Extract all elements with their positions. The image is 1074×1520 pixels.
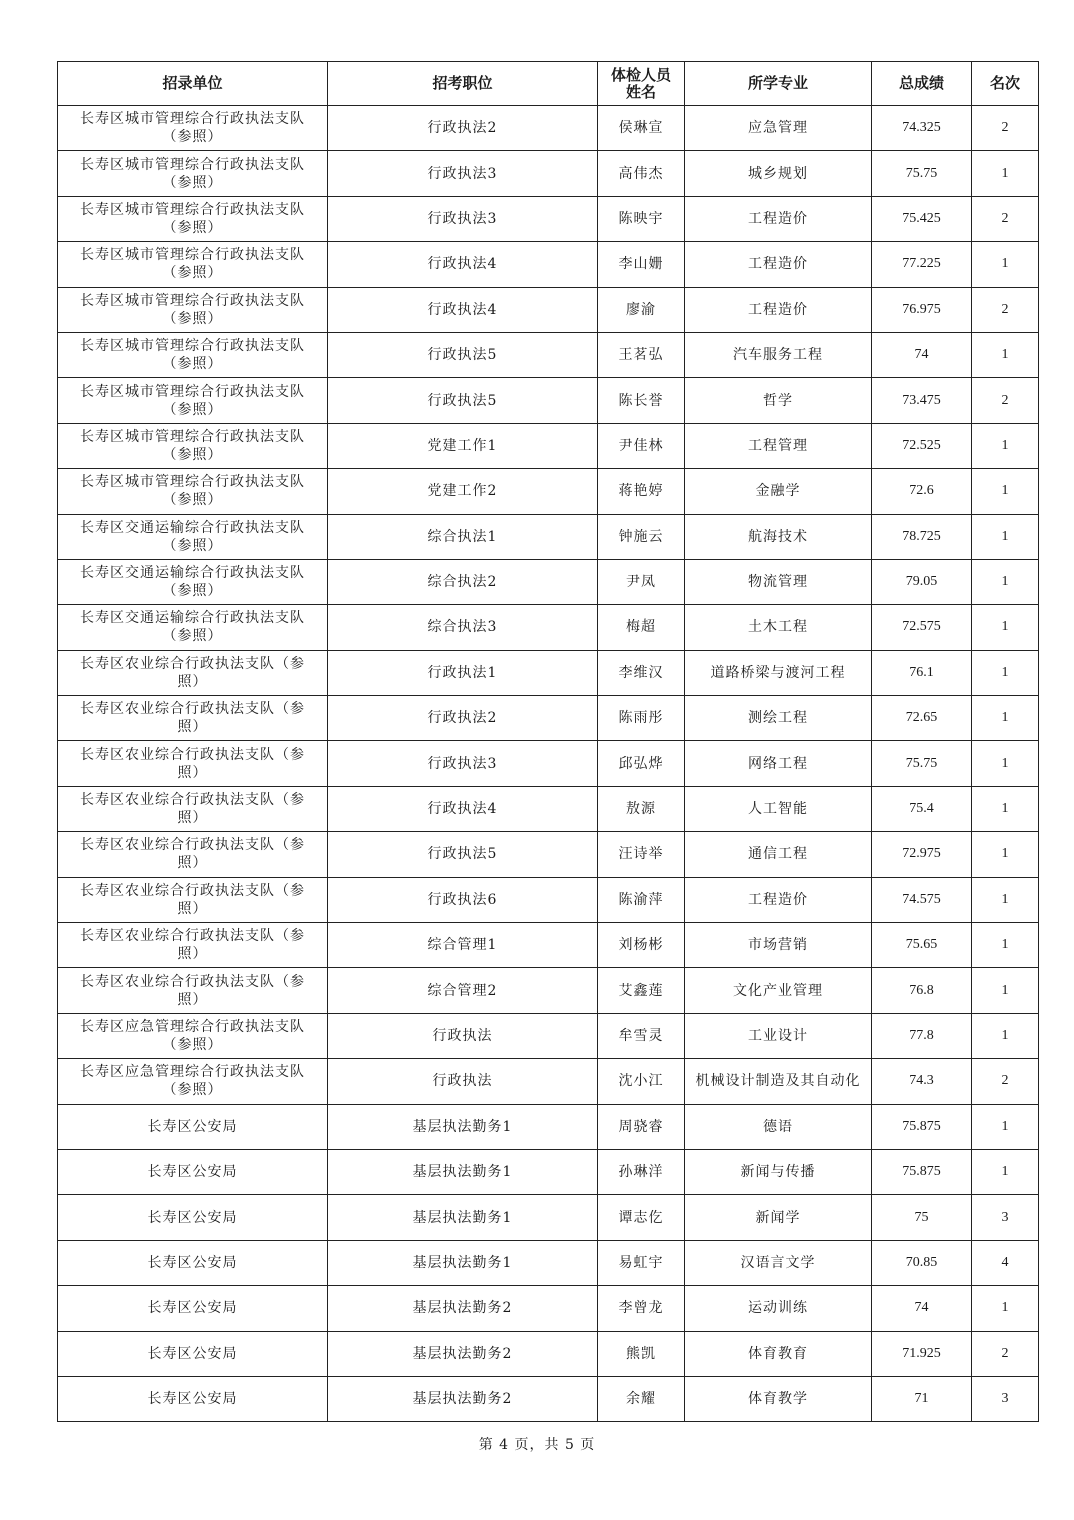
cell-unit <box>58 378 328 423</box>
cell-major: 网络工程 <box>685 741 872 786</box>
cell-unit-line2: （参照） <box>162 628 223 645</box>
cell-score: 75.425 <box>872 196 972 241</box>
cell-unit-line1: 长寿区城市管理综合行政执法支队 <box>80 383 305 400</box>
table-row <box>58 423 1039 468</box>
cell-name: 侯琳宣 <box>598 106 685 151</box>
physical-exam-roster-table <box>57 61 1039 1422</box>
table-row <box>58 378 1039 423</box>
cell-unit <box>58 287 328 332</box>
cell-position: 行政执法4 <box>328 287 598 332</box>
cell-position: 综合执法1 <box>328 514 598 559</box>
cell-rank: 3 <box>972 1376 1039 1421</box>
cell-major: 体育教育 <box>685 1331 872 1376</box>
table-row <box>58 877 1039 922</box>
cell-name: 牟雪灵 <box>598 1013 685 1058</box>
cell-position: 党建工作1 <box>328 423 598 468</box>
cell-position: 行政执法2 <box>328 696 598 741</box>
cell-unit-line1: 长寿区应急管理综合行政执法支队 <box>80 1019 305 1035</box>
cell-unit-line2: （参照） <box>162 265 223 282</box>
header-position: 招考职位 <box>328 62 598 106</box>
cell-position: 综合执法3 <box>328 605 598 650</box>
cell-unit-line1: 长寿区农业综合行政执法支队（参 <box>80 973 305 990</box>
cell-rank: 1 <box>972 605 1039 650</box>
table-row <box>58 151 1039 196</box>
cell-unit-line1: 长寿区交通运输综合行政执法支队 <box>80 565 305 582</box>
table-row <box>58 1331 1039 1376</box>
cell-rank: 2 <box>972 1059 1039 1104</box>
cell-unit <box>58 332 328 377</box>
cell-score: 75.65 <box>872 923 972 968</box>
page-footer: 第 4 页，共 5 页 <box>478 1437 596 1453</box>
cell-rank: 1 <box>972 514 1039 559</box>
cell-rank: 1 <box>972 242 1039 287</box>
cell-unit <box>58 559 328 604</box>
cell-score: 77.225 <box>872 242 972 287</box>
cell-name: 李山姗 <box>598 242 685 287</box>
table-row <box>58 106 1039 151</box>
cell-unit-line2: （参照） <box>162 1082 223 1099</box>
cell-unit <box>58 1149 328 1194</box>
cell-score: 75.875 <box>872 1149 972 1194</box>
cell-score: 74.575 <box>872 877 972 922</box>
cell-unit <box>58 968 328 1013</box>
cell-name: 陈雨彤 <box>598 696 685 741</box>
table-row <box>58 1104 1039 1149</box>
cell-unit-line1: 长寿区应急管理综合行政执法支队 <box>80 1064 305 1081</box>
cell-score: 74 <box>872 1286 972 1331</box>
cell-major: 工程造价 <box>685 196 872 241</box>
cell-unit-line1: 长寿区农业综合行政执法支队（参 <box>80 655 305 672</box>
cell-unit-line1: 长寿区农业综合行政执法支队（参 <box>80 792 305 809</box>
cell-unit <box>58 106 328 151</box>
cell-position: 基层执法勤务1 <box>328 1149 598 1194</box>
cell-major: 金融学 <box>685 469 872 514</box>
cell-unit <box>58 1376 328 1421</box>
header-rank: 名次 <box>972 62 1039 106</box>
cell-name: 尹佳林 <box>598 423 685 468</box>
table-row <box>58 1376 1039 1421</box>
cell-unit-line1: 长寿区城市管理综合行政执法支队 <box>80 474 305 491</box>
cell-unit <box>58 242 328 287</box>
cell-unit-line2: （参照） <box>162 356 223 373</box>
cell-rank: 2 <box>972 106 1039 151</box>
cell-position: 综合管理2 <box>328 968 598 1013</box>
cell-position: 基层执法勤务1 <box>328 1240 598 1285</box>
cell-unit <box>58 469 328 514</box>
cell-position: 行政执法3 <box>328 196 598 241</box>
cell-unit <box>58 1104 328 1149</box>
cell-rank: 1 <box>972 968 1039 1013</box>
cell-score: 73.475 <box>872 378 972 423</box>
cell-major: 工程造价 <box>685 287 872 332</box>
cell-unit-line1: 长寿区城市管理综合行政执法支队 <box>80 338 305 355</box>
cell-score: 75.4 <box>872 786 972 831</box>
cell-score: 72.975 <box>872 832 972 877</box>
cell-unit-line1: 长寿区公安局 <box>147 1209 238 1226</box>
cell-rank: 3 <box>972 1195 1039 1240</box>
cell-unit-line2: （参照） <box>162 583 223 600</box>
cell-unit-line1: 长寿区交通运输综合行政执法支队 <box>80 610 305 627</box>
table-row <box>58 650 1039 695</box>
cell-unit <box>58 196 328 241</box>
cell-name: 艾鑫莲 <box>598 968 685 1013</box>
cell-unit-line1: 长寿区公安局 <box>147 1164 238 1181</box>
cell-unit-line1: 长寿区公安局 <box>147 1300 238 1317</box>
header-name <box>598 62 685 106</box>
cell-name: 廖渝 <box>598 287 685 332</box>
cell-position: 行政执法5 <box>328 832 598 877</box>
cell-unit-line2: 照） <box>177 673 208 690</box>
cell-score: 74 <box>872 332 972 377</box>
cell-rank: 2 <box>972 1331 1039 1376</box>
cell-rank: 2 <box>972 287 1039 332</box>
cell-unit-line2: （参照） <box>162 219 223 236</box>
cell-major: 物流管理 <box>685 559 872 604</box>
cell-unit-line1: 长寿区农业综合行政执法支队（参 <box>80 701 305 718</box>
cell-major: 市场营销 <box>685 923 872 968</box>
cell-position: 综合执法2 <box>328 559 598 604</box>
cell-position: 行政执法 <box>328 1013 598 1058</box>
cell-unit <box>58 877 328 922</box>
cell-unit-line1: 长寿区公安局 <box>147 1118 238 1135</box>
cell-name: 李维汉 <box>598 650 685 695</box>
cell-unit-line2: 照） <box>177 946 208 963</box>
table-body <box>58 106 1039 1422</box>
cell-unit <box>58 923 328 968</box>
cell-unit <box>58 514 328 559</box>
cell-score: 75 <box>872 1195 972 1240</box>
cell-unit-line2: （参照） <box>162 446 223 463</box>
cell-name: 敖源 <box>598 786 685 831</box>
cell-unit <box>58 151 328 196</box>
header-name-line2: 姓名 <box>625 82 656 101</box>
cell-position: 行政执法3 <box>328 741 598 786</box>
cell-unit <box>58 423 328 468</box>
table-header <box>58 62 1039 106</box>
table-row <box>58 242 1039 287</box>
cell-unit <box>58 650 328 695</box>
cell-unit-line2: （参照） <box>162 174 223 191</box>
cell-rank: 1 <box>972 741 1039 786</box>
cell-name: 汪诗举 <box>598 832 685 877</box>
cell-score: 74.3 <box>872 1059 972 1104</box>
cell-name: 钟施云 <box>598 514 685 559</box>
cell-major: 航海技术 <box>685 514 872 559</box>
table-row <box>58 514 1039 559</box>
cell-score: 77.8 <box>872 1013 972 1058</box>
cell-rank: 1 <box>972 1104 1039 1149</box>
table-row <box>58 1195 1039 1240</box>
cell-major: 体育教学 <box>685 1376 872 1421</box>
cell-major: 德语 <box>685 1104 872 1149</box>
cell-name: 沈小江 <box>598 1059 685 1104</box>
cell-rank: 1 <box>972 469 1039 514</box>
cell-major: 汽车服务工程 <box>685 332 872 377</box>
cell-major: 文化产业管理 <box>685 968 872 1013</box>
cell-rank: 1 <box>972 1149 1039 1194</box>
cell-unit-line1: 长寿区农业综合行政执法支队（参 <box>80 837 305 854</box>
table-row <box>58 605 1039 650</box>
table-row <box>58 1286 1039 1331</box>
cell-name: 梅超 <box>598 605 685 650</box>
cell-unit <box>58 605 328 650</box>
cell-unit-line1: 长寿区城市管理综合行政执法支队 <box>80 428 305 445</box>
cell-name: 蒋艳婷 <box>598 469 685 514</box>
cell-position: 基层执法勤务1 <box>328 1195 598 1240</box>
cell-rank: 1 <box>972 786 1039 831</box>
cell-rank: 1 <box>972 923 1039 968</box>
cell-unit-line2: 照） <box>177 719 208 736</box>
cell-rank: 1 <box>972 832 1039 877</box>
cell-position: 行政执法4 <box>328 786 598 831</box>
cell-rank: 1 <box>972 877 1039 922</box>
cell-position: 基层执法勤务2 <box>328 1286 598 1331</box>
cell-position: 行政执法 <box>328 1059 598 1104</box>
cell-score: 79.05 <box>872 559 972 604</box>
cell-unit-line2: （参照） <box>162 537 223 554</box>
table-row <box>58 696 1039 741</box>
cell-position: 基层执法勤务1 <box>328 1104 598 1149</box>
cell-name: 高伟杰 <box>598 151 685 196</box>
cell-name: 尹凤 <box>598 559 685 604</box>
cell-position: 行政执法1 <box>328 650 598 695</box>
cell-position: 行政执法3 <box>328 151 598 196</box>
cell-name: 孙琳洋 <box>598 1149 685 1194</box>
cell-unit <box>58 1059 328 1104</box>
table-row <box>58 287 1039 332</box>
cell-rank: 2 <box>972 196 1039 241</box>
cell-rank: 1 <box>972 151 1039 196</box>
table-row <box>58 332 1039 377</box>
cell-position: 党建工作2 <box>328 469 598 514</box>
cell-unit-line2: 照） <box>177 991 208 1008</box>
cell-major: 新闻学 <box>685 1195 872 1240</box>
cell-major: 哲学 <box>685 378 872 423</box>
cell-score: 78.725 <box>872 514 972 559</box>
cell-score: 72.575 <box>872 605 972 650</box>
table-row <box>58 196 1039 241</box>
cell-position: 行政执法5 <box>328 332 598 377</box>
cell-position: 基层执法勤务2 <box>328 1331 598 1376</box>
cell-unit <box>58 1331 328 1376</box>
cell-unit <box>58 1286 328 1331</box>
cell-unit <box>58 1013 328 1058</box>
cell-name: 周骁睿 <box>598 1104 685 1149</box>
cell-rank: 4 <box>972 1240 1039 1285</box>
cell-unit-line1: 长寿区城市管理综合行政执法支队 <box>80 247 305 264</box>
cell-score: 71 <box>872 1376 972 1421</box>
cell-name: 陈长誉 <box>598 378 685 423</box>
cell-major: 土木工程 <box>685 605 872 650</box>
cell-name: 邱弘烨 <box>598 741 685 786</box>
table-row <box>58 1149 1039 1194</box>
header-row <box>58 62 1039 106</box>
cell-unit-line1: 长寿区农业综合行政执法支队（参 <box>80 746 305 763</box>
cell-score: 71.925 <box>872 1331 972 1376</box>
cell-position: 行政执法4 <box>328 242 598 287</box>
cell-score: 72.6 <box>872 469 972 514</box>
cell-unit-line1: 长寿区农业综合行政执法支队（参 <box>80 928 305 945</box>
cell-rank: 1 <box>972 650 1039 695</box>
cell-unit-line2: （参照） <box>162 310 223 327</box>
cell-unit-line1: 长寿区城市管理综合行政执法支队 <box>80 156 305 173</box>
cell-rank: 1 <box>972 332 1039 377</box>
cell-score: 76.975 <box>872 287 972 332</box>
cell-unit <box>58 741 328 786</box>
cell-position: 行政执法2 <box>328 106 598 151</box>
cell-unit-line1: 长寿区城市管理综合行政执法支队 <box>80 292 305 309</box>
header-name-line1: 体检人员 <box>610 65 671 84</box>
cell-unit <box>58 1195 328 1240</box>
header-major: 所学专业 <box>685 62 872 106</box>
cell-score: 76.8 <box>872 968 972 1013</box>
cell-unit-line1: 长寿区城市管理综合行政执法支队 <box>80 111 305 128</box>
cell-major: 工程管理 <box>685 423 872 468</box>
cell-unit-line2: （参照） <box>162 129 223 146</box>
cell-name: 刘杨彬 <box>598 923 685 968</box>
cell-score: 75.75 <box>872 741 972 786</box>
cell-unit-line2: 照） <box>177 764 208 781</box>
cell-unit-line1: 长寿区公安局 <box>147 1391 238 1408</box>
table-row <box>58 968 1039 1013</box>
cell-position: 基层执法勤务2 <box>328 1376 598 1421</box>
cell-position: 综合管理1 <box>328 923 598 968</box>
cell-position: 行政执法6 <box>328 877 598 922</box>
table-row <box>58 741 1039 786</box>
cell-major: 运动训练 <box>685 1286 872 1331</box>
cell-name: 陈渝萍 <box>598 877 685 922</box>
cell-name: 易虹宇 <box>598 1240 685 1285</box>
cell-rank: 1 <box>972 1286 1039 1331</box>
cell-rank: 1 <box>972 559 1039 604</box>
cell-unit <box>58 1240 328 1285</box>
cell-name: 熊凯 <box>598 1331 685 1376</box>
table-row <box>58 469 1039 514</box>
cell-rank: 1 <box>972 696 1039 741</box>
cell-unit-line1: 长寿区农业综合行政执法支队（参 <box>80 882 305 899</box>
header-score: 总成绩 <box>872 62 972 106</box>
cell-major: 测绘工程 <box>685 696 872 741</box>
cell-major: 人工智能 <box>685 786 872 831</box>
cell-name: 谭志仡 <box>598 1195 685 1240</box>
table-row <box>58 1059 1039 1104</box>
cell-unit-line2: （参照） <box>162 1037 223 1053</box>
cell-unit-line1: 长寿区公安局 <box>147 1254 238 1271</box>
cell-unit <box>58 696 328 741</box>
table-row <box>58 1013 1039 1058</box>
cell-major: 工程造价 <box>685 877 872 922</box>
cell-unit-line2: （参照） <box>162 401 223 418</box>
cell-score: 75.875 <box>872 1104 972 1149</box>
cell-score: 72.525 <box>872 423 972 468</box>
cell-unit-line2: （参照） <box>162 492 223 509</box>
cell-major: 道路桥梁与渡河工程 <box>685 650 872 695</box>
cell-score: 74.325 <box>872 106 972 151</box>
table-row <box>58 1240 1039 1285</box>
table-row <box>58 786 1039 831</box>
cell-score: 76.1 <box>872 650 972 695</box>
cell-major: 应急管理 <box>685 106 872 151</box>
cell-rank: 1 <box>972 1013 1039 1058</box>
cell-name: 王茗弘 <box>598 332 685 377</box>
cell-unit-line2: 照） <box>177 900 208 917</box>
cell-position: 行政执法5 <box>328 378 598 423</box>
cell-unit <box>58 786 328 831</box>
cell-name: 余耀 <box>598 1376 685 1421</box>
cell-unit-line1: 长寿区公安局 <box>147 1345 238 1362</box>
cell-major: 通信工程 <box>685 832 872 877</box>
cell-unit-line1: 长寿区交通运输综合行政执法支队 <box>80 519 305 536</box>
table-row <box>58 923 1039 968</box>
cell-unit-line2: 照） <box>177 855 208 872</box>
cell-major: 城乡规划 <box>685 151 872 196</box>
cell-name: 李曾龙 <box>598 1286 685 1331</box>
cell-major: 汉语言文学 <box>685 1240 872 1285</box>
table-row <box>58 832 1039 877</box>
cell-major: 新闻与传播 <box>685 1149 872 1194</box>
cell-rank: 2 <box>972 378 1039 423</box>
cell-major: 工业设计 <box>685 1013 872 1058</box>
cell-major: 机械设计制造及其自动化 <box>685 1059 872 1104</box>
cell-unit <box>58 832 328 877</box>
cell-unit-line2: 照） <box>177 810 208 827</box>
table-row <box>58 559 1039 604</box>
cell-name: 陈映宇 <box>598 196 685 241</box>
cell-score: 70.85 <box>872 1240 972 1285</box>
cell-unit-line1: 长寿区城市管理综合行政执法支队 <box>80 201 305 218</box>
cell-score: 75.75 <box>872 151 972 196</box>
header-unit: 招录单位 <box>58 62 328 106</box>
cell-score: 72.65 <box>872 696 972 741</box>
cell-major: 工程造价 <box>685 242 872 287</box>
cell-rank: 1 <box>972 423 1039 468</box>
